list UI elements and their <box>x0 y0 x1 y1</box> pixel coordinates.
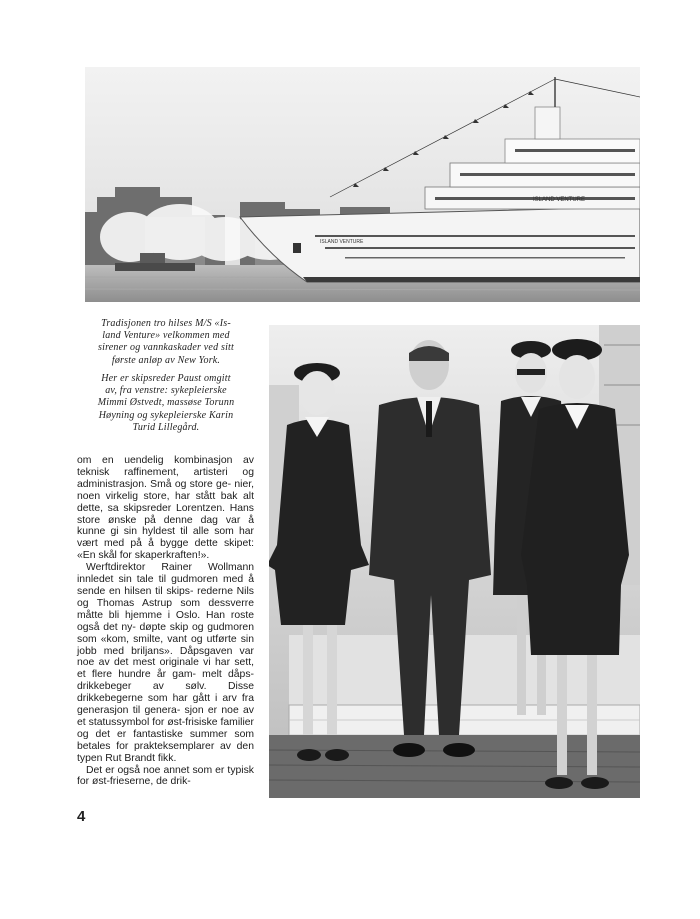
caption-line: Tradisjonen tro hilses M/S «Is- <box>101 318 231 329</box>
page-number: 4 <box>77 808 86 825</box>
caption-line: Mimmi Østvedt, massøse Torunn <box>97 397 235 409</box>
caption-line: sirener og vannkaskader ved sitt <box>98 342 234 354</box>
caption-line: av, fra venstre: sykepleierske <box>105 385 227 397</box>
ship-photo <box>85 67 640 302</box>
caption-line: Her er skipsreder Paust omgitt <box>101 373 231 384</box>
caption-line: Turid Lillegård. <box>132 421 200 433</box>
article-paragraph: Det er også noe annet som er typisk for øst-frieserne, de drik- <box>77 764 254 788</box>
article-paragraph: om en uendelig kombinasjon av teknisk raffinement, artisteri og administrasjon. Små og store ge- nier, noen virkelig store, har stått bak alt dette, sa skipsreder Lorentzen. Hans store ønske på denne dag var å kunne gi sin hyldest til alle som har vært med på å bygge dette skipet: «En skål for skaperkraften!». <box>77 455 254 562</box>
caption-line: Høyning og sykepleierske Karin <box>98 409 234 421</box>
photo-caption-intro <box>76 318 256 367</box>
article-paragraph: Werftdirektor Rainer Wollmann innledet sin tale til gudmoren med å sende en hilsen til skips- rederne Nils og Thomas Astrup som dessverre måtte bli hjemme i Oslo. Han roste også det ny- døpte skip og gudmoren som «kom, smilte, vant og utførte sin jobb med briljans». Dåpsgaven var noe av det mest originale vi har sett, et flere hundre år gam- melt dåps-drikkebeger av sølv. Disse drikkebegerne som har gått i arv fra generasjon til genera- sjon er noe av et statussymbol for øst-frisiske familier og det er fantastiske summer som betales for prakteksemplarer av den typen Rut Brandt fikk. <box>77 562 254 764</box>
photo-caption-people <box>76 373 256 434</box>
ship-superstructure-name: ISLAND VENTURE <box>533 197 586 203</box>
group-photo <box>269 325 640 798</box>
ship-hull-name: ISLAND VENTURE <box>320 239 364 245</box>
caption-line: første anløp av New York. <box>111 354 221 366</box>
caption-line: land Venture» velkommen med <box>102 330 230 342</box>
article-body <box>77 455 254 788</box>
